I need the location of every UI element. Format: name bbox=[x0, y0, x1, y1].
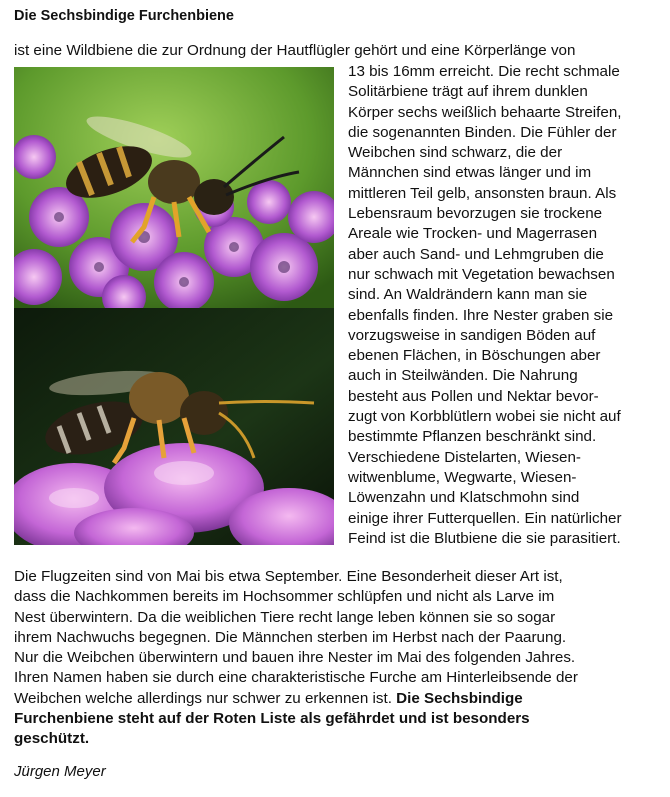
side-text-line: Solitärbiene trägt auf ihrem dunklen bbox=[348, 83, 588, 101]
side-text-line: bestimmte Pflanzen beschränkt sind. bbox=[348, 428, 597, 446]
side-text-line: besteht aus Pollen und Nektar bevor- bbox=[348, 387, 599, 405]
emphasis-text-line: Furchenbiene steht auf der Roten Liste als gefährdet und ist besonders bbox=[14, 710, 530, 728]
bee-photo-top bbox=[14, 67, 334, 308]
side-text-column bbox=[348, 62, 666, 549]
side-text-line: 13 bis 16mm erreicht. Die recht schmale bbox=[348, 63, 620, 80]
body-text-line: Die Flugzeiten sind von Mai bis etwa September. Eine Besonderheit dieser Art ist, bbox=[14, 568, 563, 585]
side-text-line: mittleren Teil gelb, ansonsten braun. Als bbox=[348, 184, 617, 202]
body-text-line: Nur die Weibchen überwintern und bauen ihre Nester im Mai des folgenden Jahres. bbox=[14, 649, 576, 667]
side-text-line: Feind ist die Blutbiene die sie parasitiert. bbox=[348, 529, 621, 547]
emphasis-text: Die Sechsbindige bbox=[396, 689, 523, 707]
side-text-line: vorzugsweise in sandigen Böden auf bbox=[348, 326, 596, 344]
body-text-line: dass die Nachkommen bereits im Hochsommer schlüpfen und nicht als Larve im bbox=[14, 588, 555, 606]
side-text-line: die sogenannten Binden. Die Fühler der bbox=[348, 123, 617, 141]
body-text-line: Nest überwintern. Da die weiblichen Tiere recht lange leben können sie so sogar bbox=[14, 608, 556, 626]
article-title: Die Sechsbindige Furchenbiene bbox=[14, 8, 234, 24]
side-text-line: Löwenzahn und Klatschmohn sind bbox=[348, 489, 580, 507]
body-text-line: Ihren Namen haben sie durch eine charakteristische Furche am Hinterleibsende der bbox=[14, 669, 578, 687]
emphasis-text-line: geschützt. bbox=[14, 730, 90, 748]
side-text-line: Verschiedene Distelarten, Wiesen- bbox=[348, 448, 581, 466]
side-text-line: ebenfalls finden. Ihre Nester graben sie bbox=[348, 306, 614, 324]
bee-photo-bottom bbox=[14, 308, 334, 545]
side-text-line: sind. An Waldrändern kann man sie bbox=[348, 286, 588, 304]
side-text-line: Lebensraum bevorzugen sie trockene bbox=[348, 205, 603, 223]
author-signature: Jürgen Meyer bbox=[14, 763, 106, 780]
side-text-line: aber auch Sand- und Lehmgruben die bbox=[348, 245, 604, 263]
side-text-line: witwenblume, Wegwarte, Wiesen- bbox=[348, 468, 577, 486]
side-text-line: einige ihrer Futterquellen. Ein natürlicher bbox=[348, 509, 622, 527]
side-text-line: Areale wie Trocken- und Magerrasen bbox=[348, 225, 598, 243]
side-text-line: Männchen sind etwas länger und im bbox=[348, 164, 592, 182]
bottom-text-block bbox=[14, 567, 664, 750]
body-text-line: ihrem Nachwuchs begegnen. Die Männchen sterben im Herbst nach der Paarung. bbox=[14, 628, 567, 646]
side-text-line: auch in Steilwänden. Die Nahrung bbox=[348, 367, 578, 385]
side-text-line: zugt von Korbblütlern wobei sie nicht auf bbox=[348, 408, 621, 426]
side-text-line: ebenen Flächen, in Böschungen aber bbox=[348, 347, 601, 365]
side-text-line: nur schwach mit Vegetation bewachsen bbox=[348, 265, 615, 283]
side-text-line: Körper sechs weißlich behaarte Streifen, bbox=[348, 103, 622, 121]
intro-line: ist eine Wildbiene die zur Ordnung der Hautflügler gehört und eine Körperlänge von bbox=[14, 42, 576, 59]
side-text-line: Weibchen sind schwarz, die der bbox=[348, 144, 563, 162]
body-text-line-mixed bbox=[14, 689, 664, 709]
body-text-plain: Weibchen welche allerdings nur schwer zu erkennen ist. bbox=[14, 689, 397, 707]
